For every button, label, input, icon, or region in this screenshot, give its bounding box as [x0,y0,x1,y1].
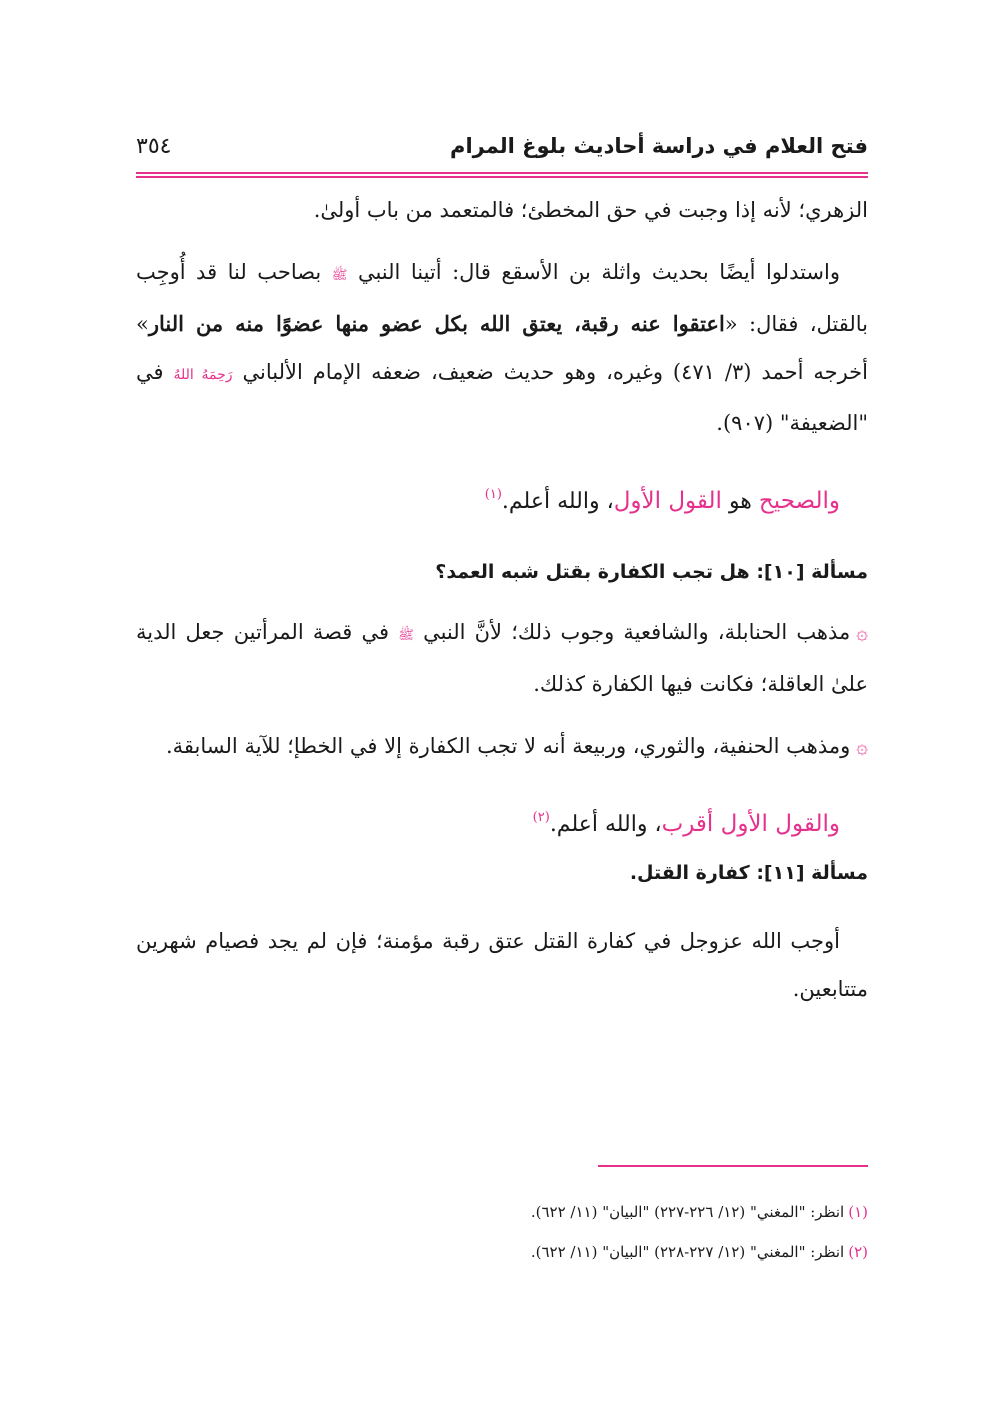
text-segment: بصاحب لنا قد أُوجِب بالقتل، فقال: « [136,260,869,336]
page-header [136,128,868,164]
rahimahu-symbol: رَحِمَهُ اللهُ [173,367,233,383]
footnote-text: انظر: "المغني" (١٢/ ٢٢٧-٢٢٨) "البيان" (١١/ ٦٢٢). [530,1243,845,1261]
conclusion-1 [136,469,868,528]
text-segment: في "الضعيفة" (٩٠٧). [136,360,868,435]
footnote-rule [598,1165,868,1167]
text-segment: مذهب الحنابلة، والشافعية وجوب ذلك؛ لأنَّ النبي [413,620,851,644]
text-segment: ومذهب الحنفية، والثوري، وربيعة أنه لا تجب الكفارة إلا في الخطإ؛ للآية السابقة. [166,734,851,758]
footnote-2 [136,1232,868,1272]
flower-icon: ۞ [856,620,869,644]
highlight-text: والقول الأول أقرب [661,811,840,837]
masala-title: كفارة القتل. [629,862,757,884]
page-number: ٣٥٤ [136,133,172,159]
header-rule-secondary [136,176,868,178]
paragraph-zuhri [136,186,868,234]
footnote-text: انظر: "المغني" (١٢/ ٢٢٦-٢٢٧) "البيان" (١١/ ٦٢٢). [530,1203,845,1221]
text-segment: هو [721,489,759,514]
bullet-hanabila [136,608,868,708]
paragraph-text: أوجب الله عزوجل في كفارة القتل عتق رقبة مؤمنة؛ فإن لم يجد فصيام شهرين متتابعين. [136,929,868,1001]
footnotes [136,1192,868,1272]
highlight-text: القول الأول [613,488,722,514]
footnote-1 [136,1192,868,1232]
page [136,0,868,1418]
masala-label: مسألة [١٠]: [756,561,868,583]
running-title: فتح العلام في دراسة أحاديث بلوغ المرام [450,134,868,158]
footnote-ref-2: (٢) [532,810,550,825]
masala-label: مسألة [١١]: [756,862,868,884]
masala-10-heading [136,550,868,594]
paragraph-kaffara [136,917,868,1013]
text-segment: ، والله أعلم. [549,812,662,837]
footnote-number: (٢) [848,1243,868,1261]
paragraph-text: الزهري؛ لأنه إذا وجبت في حق المخطئ؛ فالمتعمد من باب أولىٰ. [313,198,868,222]
header-rule [136,172,868,174]
salla-symbol: ﷺ [398,628,414,643]
text-segment: واستدلوا أيضًا بحديث واثلة بن الأسقع قال: أتينا النبي [347,260,840,284]
masala-11-heading [136,851,868,895]
paragraph-wathila [136,248,868,447]
footnote-number: (١) [848,1203,868,1221]
masala-title: هل تجب الكفارة بقتل شبه العمد؟ [435,561,757,583]
footnote-ref-1: (١) [484,487,502,502]
conclusion-2 [136,792,868,851]
highlight-text: والصحيح [758,488,840,514]
text-segment: » أخرجه أحمد (٣/ ٤٧١) وغيره، وهو حديث ضعيف، ضعفه الإمام الألباني [136,312,868,384]
salla-symbol: ﷺ [331,268,348,283]
text-segment: ، والله أعلم. [501,489,614,514]
flower-icon: ۞ [856,734,868,758]
page-body [136,186,868,1013]
text-segment: في قصة المرأتين جعل الدية علىٰ العاقلة؛ فكانت فيها الكفارة كذلك. [136,620,868,696]
bullet-hanafiyya [136,722,868,770]
hadith-text: اعتقوا عنه رقبة، يعتق الله بكل عضو منها عضوًا منه من النار [148,311,725,336]
